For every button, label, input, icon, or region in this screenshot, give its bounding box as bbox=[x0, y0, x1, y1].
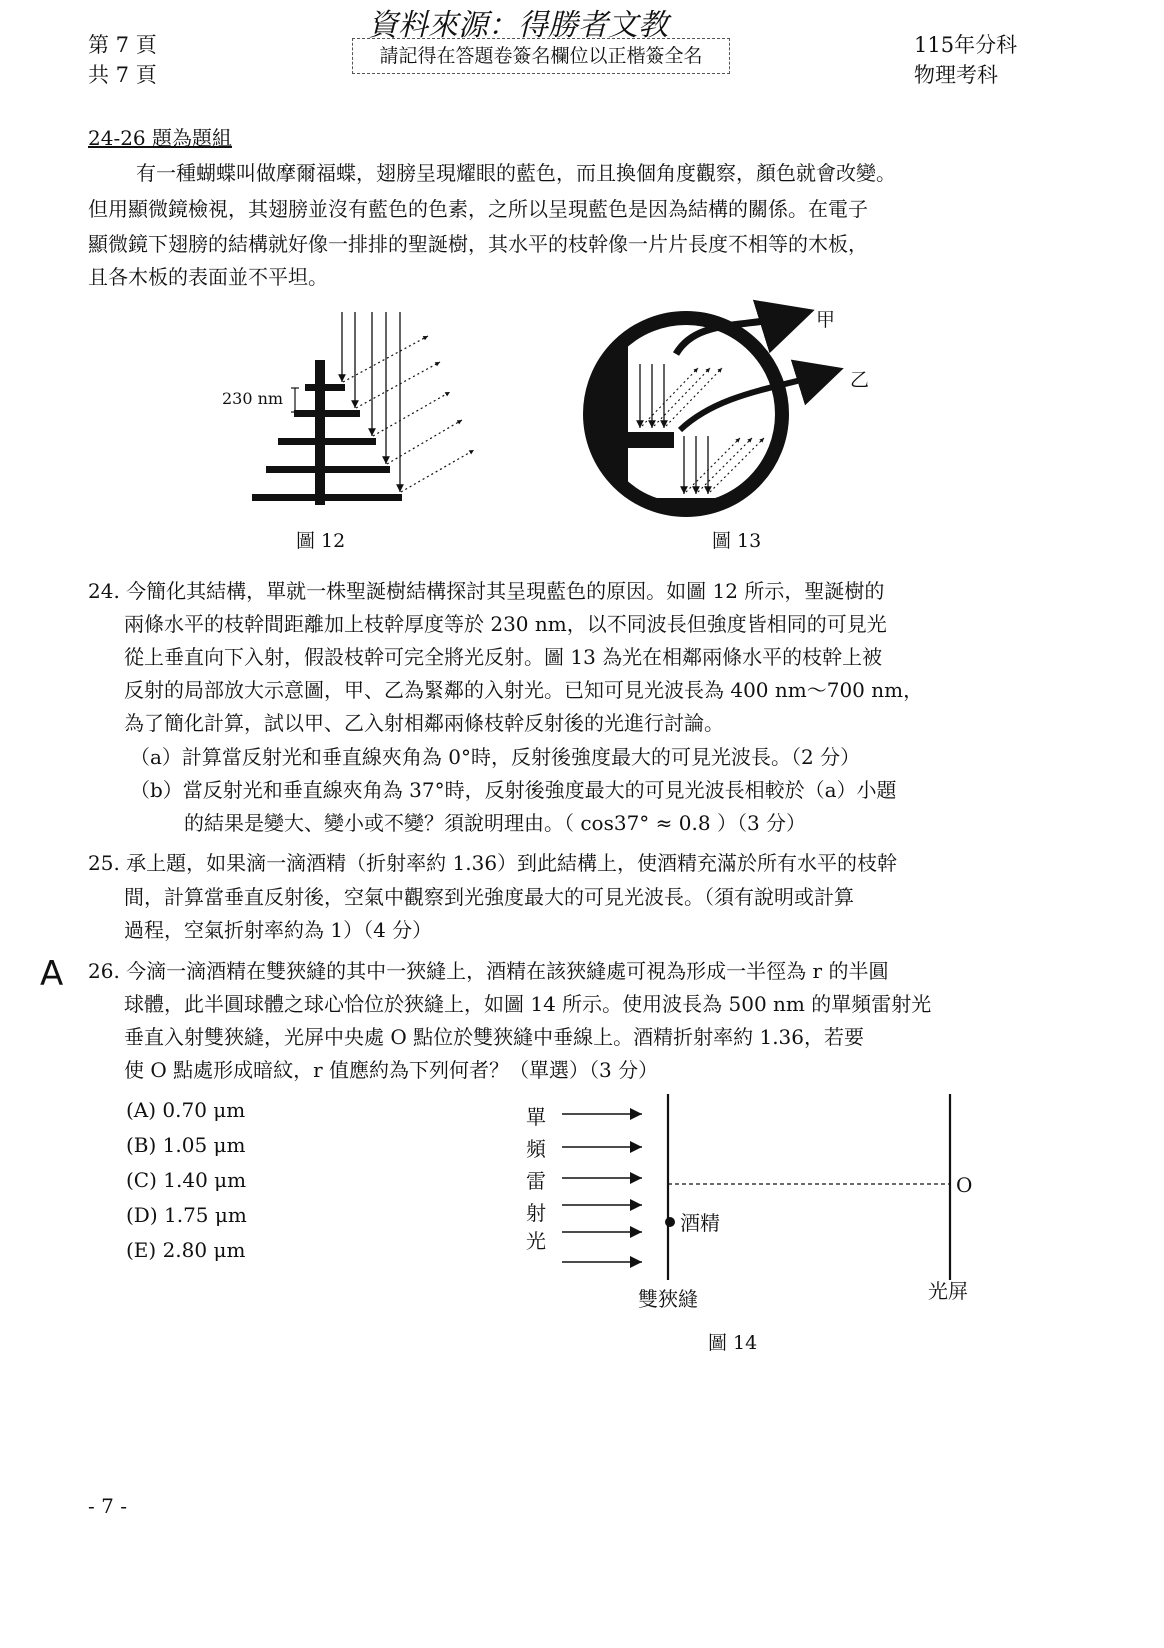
ray-yi-label: 乙 bbox=[850, 369, 870, 391]
q24-line-3: 從上垂直向下入射，假設枝幹可完全將光反射。圖 13 為光在相鄰兩條水平的枝幹上被 bbox=[124, 645, 883, 669]
laser-char-4: 射 bbox=[526, 1201, 546, 1225]
q25-line-2: 間，計算當垂直反射後，空氣中觀察到光強度最大的可見光波長。（須有說明或計算 bbox=[124, 885, 854, 909]
q25-line-1: 25. 承上題，如果滴一滴酒精（折射率約 1.36）到此結構上，使酒精充滿於所有水平的枝幹 bbox=[88, 851, 898, 875]
q24-part-a: （a）計算當反射光和垂直線夾角為 0°時，反射後強度最大的可見光波長。（2 分） bbox=[130, 745, 861, 769]
q24-line-4: 反射的局部放大示意圖，甲、乙為緊鄰的入射光。已知可見光波長為 400 nm～700 nm， bbox=[124, 678, 924, 702]
branch-4 bbox=[266, 466, 390, 473]
intro-line-4: 且各木板的表面並不平坦。 bbox=[88, 265, 328, 289]
intro-line-2: 但用顯微鏡檢視，其翅膀並沒有藍色的色素，之所以呈現藍色是因為結構的關係。在電子 bbox=[88, 197, 868, 221]
subject-label: 物理考科 bbox=[914, 63, 998, 87]
footer-page-number: - 7 - bbox=[88, 1494, 127, 1518]
fig12-dimension-label: 230 nm bbox=[222, 389, 284, 408]
point-o-label: O bbox=[956, 1173, 973, 1197]
figure-12-caption: 圖 12 bbox=[296, 530, 346, 552]
q26-option-b: (B) 1.05 μm bbox=[126, 1133, 246, 1157]
handwritten-source-note: 資料來源：得勝者文教 bbox=[368, 8, 668, 43]
figure-13-magnified-view bbox=[580, 296, 870, 530]
screen-label: 光屏 bbox=[928, 1279, 968, 1303]
question-group-title: 24-26 題為題組 bbox=[88, 126, 233, 150]
branch-2 bbox=[294, 410, 360, 417]
intro-line-3: 顯微鏡下翅膀的結構就好像一排排的聖誕樹，其水平的枝幹像一片片長度不相等的木板， bbox=[88, 232, 868, 256]
figure-14-caption: 圖 14 bbox=[708, 1332, 758, 1354]
signature-notice-box: 請記得在答題卷簽名欄位以正楷簽全名 bbox=[352, 38, 730, 74]
ray-jia-label: 甲 bbox=[816, 309, 836, 331]
q26-option-d: (D) 1.75 μm bbox=[126, 1203, 247, 1227]
laser-char-1: 單 bbox=[526, 1105, 546, 1129]
q26-line-3: 垂直入射雙狹縫，光屏中央處 O 點位於雙狹縫中垂線上。酒精折射率約 1.36，若要 bbox=[124, 1025, 864, 1049]
handwritten-answer-mark: A bbox=[40, 954, 64, 994]
exam-year-label: 115年分科 bbox=[914, 33, 1018, 57]
alcohol-drop bbox=[665, 1217, 675, 1227]
laser-char-3: 雷 bbox=[526, 1169, 546, 1193]
q26-line-2: 球體，此半圓球體之球心恰位於狹縫上，如圖 14 所示。使用波長為 500 nm 的單頻雷射光 bbox=[124, 992, 932, 1016]
q24-part-b-line-2: 的結果是變大、變小或不變？須說明理由。（ cos37° ≈ 0.8 ）（3 分） bbox=[184, 811, 807, 835]
tree-trunk bbox=[315, 360, 325, 505]
page-number-label: 第 7 頁 bbox=[88, 33, 157, 57]
total-pages-label: 共 7 頁 bbox=[88, 63, 157, 87]
q24-line-5: 為了簡化計算，試以甲、乙入射相鄰兩條枝幹反射後的光進行討論。 bbox=[124, 711, 724, 735]
figure-14-double-slit bbox=[510, 1090, 1010, 1320]
figure-13-caption: 圖 13 bbox=[712, 530, 762, 552]
q24-line-2: 兩條水平的枝幹間距離加上枝幹厚度等於 230 nm，以不同波長但強度皆相同的可見光 bbox=[124, 612, 887, 636]
q26-line-1: 26. 今滴一滴酒精在雙狹縫的其中一狹縫上，酒精在該狹縫處可視為形成一半徑為 r 的半圓 bbox=[88, 959, 889, 983]
figure-12-tree-structure bbox=[200, 300, 480, 560]
q26-option-c: (C) 1.40 μm bbox=[126, 1168, 247, 1192]
q24-line-1: 24. 今簡化其結構，單就一株聖誕樹結構探討其呈現藍色的原因。如圖 12 所示，聖誕樹的 bbox=[88, 579, 885, 603]
intro-line-1: 有一種蝴蝶叫做摩爾福蝶，翅膀呈現耀眼的藍色，而且換個角度觀察，顏色就會改變。 bbox=[136, 161, 896, 185]
branch-3 bbox=[278, 438, 376, 445]
slits-label: 雙狹縫 bbox=[638, 1287, 698, 1311]
branch-5 bbox=[252, 494, 402, 501]
alcohol-label: 酒精 bbox=[680, 1211, 720, 1235]
q25-line-3: 過程，空氣折射率約為 1）（4 分） bbox=[124, 918, 433, 942]
laser-char-2: 頻 bbox=[526, 1137, 546, 1161]
branch-1 bbox=[305, 384, 345, 391]
q24-part-b-line-1: （b）當反射光和垂直線夾角為 37°時，反射後強度最大的可見光波長相較於（a）小題 bbox=[130, 778, 897, 802]
q26-line-4: 使 O 點處形成暗紋，r 值應約為下列何者？（單選）（3 分） bbox=[124, 1058, 659, 1082]
q26-option-e: (E) 2.80 μm bbox=[126, 1238, 246, 1262]
q26-option-a: (A) 0.70 μm bbox=[126, 1098, 246, 1122]
laser-char-5: 光 bbox=[526, 1229, 546, 1253]
